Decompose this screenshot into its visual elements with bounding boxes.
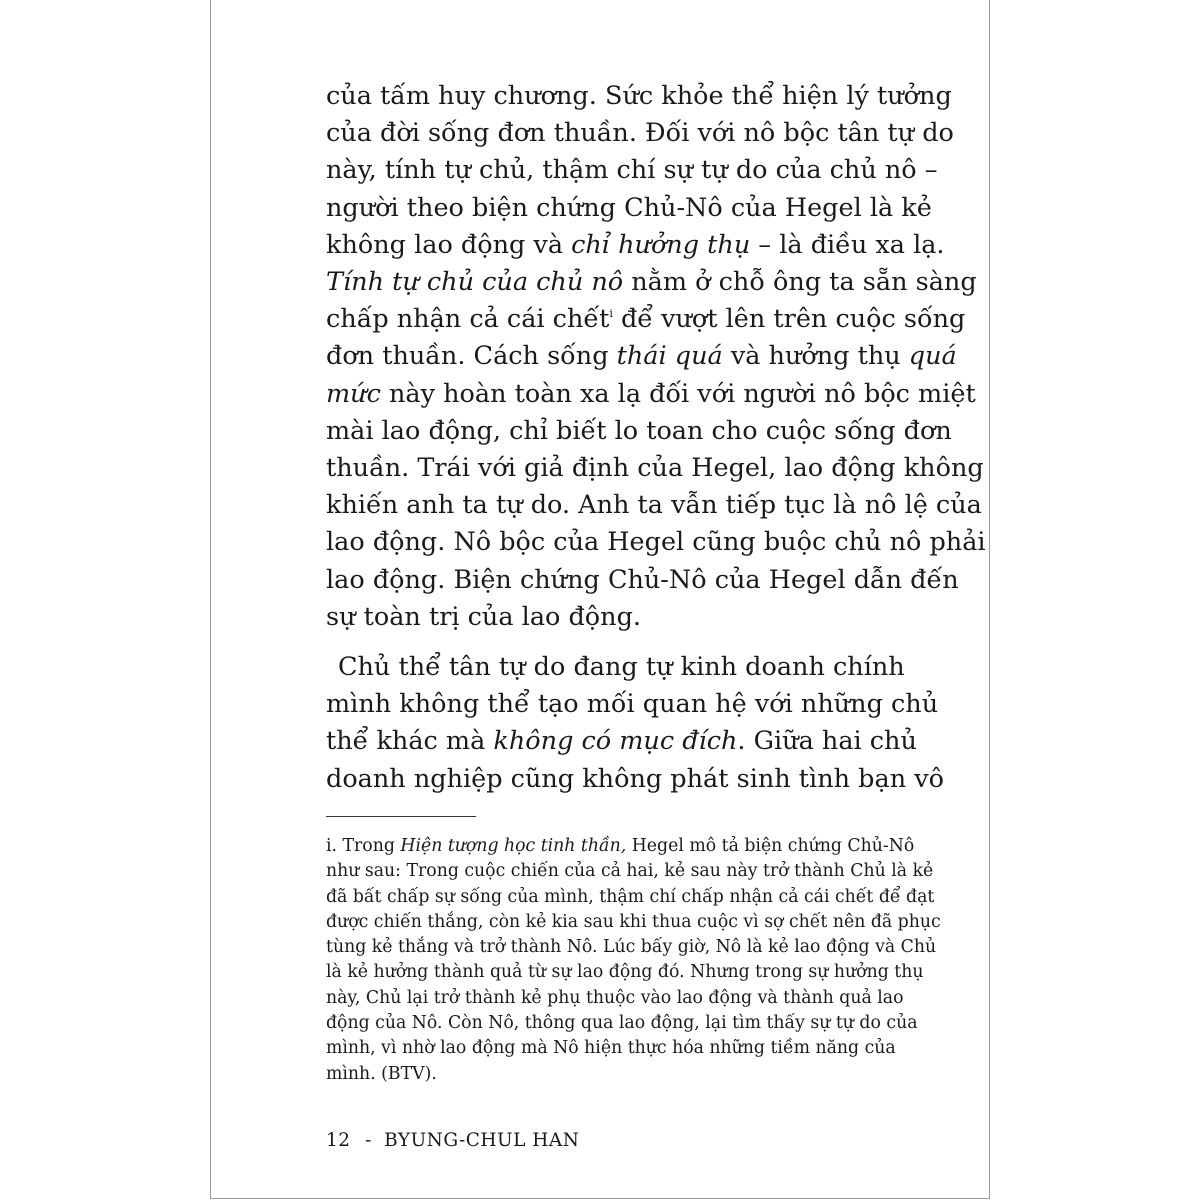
paragraph [326,649,944,798]
text-line: chấp nhận cả cái chết$^i$ để vượt lên trên cuộc sống [326,304,966,335]
text-line: đơn thuần. Cách sống thái quá và hưởng thụ quá [326,341,957,372]
text-line: mình không thể tạo mối quan hệ với những chủ [326,689,939,720]
footnote-line: được chiến thắng, còn kẻ kia sau khi thua cuộc vì sợ chết nên đã phục [326,911,941,932]
author-name: BYUNG-CHUL HAN [384,1130,580,1151]
body-text [326,78,986,798]
footnote-marker: i [609,307,613,321]
paragraph [326,78,986,636]
book-page [210,0,990,1199]
footnote [326,834,941,1087]
footnote-line: động của Nô. Còn Nô, thông qua lao động, lại tìm thấy sự tự do của [326,1013,918,1034]
footnote-line: i. Trong Hiện tượng học tinh thần, Hegel mô tả biện chứng Chủ-Nô [326,836,915,856]
text-line: lao động. Nô bộc của Hegel cũng buộc chủ nô phải [326,527,986,558]
text-line: mài lao động, chỉ biết lo toan cho cuộc sống đơn [326,415,952,446]
text-line: của đời sống đơn thuần. Đối với nô bộc tân tự do [326,118,954,149]
footnote-line: đã bất chấp sự sống của mình, thậm chí chấp nhận cả cái chết để đạt [326,886,935,907]
text-line: sự toàn trị của lao động. [326,601,642,632]
footnote-line: này, Chủ lại trở thành kẻ phụ thuộc vào lao động và thành quả lao [326,987,904,1008]
page-number: 12 [326,1130,351,1151]
text-line: mức này hoàn toàn xa lạ đối với người nô bộc miệt [326,378,976,409]
text-line: doanh nghiệp cũng không phát sinh tình bạn vô [326,763,944,794]
page-footer [326,1130,579,1151]
footnote-line: là kẻ hưởng thành quả từ sự lao động đó. Nhưng trong sự hưởng thụ [326,962,924,983]
text-line: thể khác mà không có mục đích. Giữa hai chủ [326,726,917,757]
text-line: người theo biện chứng Chủ-Nô của Hegel là kẻ [326,192,932,223]
folio-separator: - [364,1130,372,1151]
text-line: của tấm huy chương. Sức khỏe thể hiện lý tưởng [326,81,952,111]
text-line: Tính tự chủ của chủ nô nằm ở chỗ ông ta sẵn sàng [326,267,977,298]
text-line: Chủ thể tân tự do đang tự kinh doanh chính [338,652,905,683]
text-line: này, tính tự chủ, thậm chí sự tự do của chủ nô – [326,155,938,186]
text-line: không lao động và chỉ hưởng thụ – là điều xa lạ. [326,229,945,260]
footnote-line: tùng kẻ thắng và trở thành Nô. Lúc bấy giờ, Nô là kẻ lao động và Chủ [326,937,937,958]
footnote-line: mình, vì nhờ lao động mà Nô hiện thực hóa những tiềm năng của [326,1038,896,1059]
footnote-line: như sau: Trong cuộc chiến của cả hai, kẻ sau này trở thành Chủ là kẻ [326,861,934,882]
text-line: thuần. Trái với giả định của Hegel, lao động không [326,453,984,484]
text-line: lao động. Biện chứng Chủ-Nô của Hegel dẫn đến [326,564,959,595]
text-line: khiến anh ta tự do. Anh ta vẫn tiếp tục là nô lệ của [326,490,982,521]
footnote-divider [326,816,476,817]
footnote-line: mình. (BTV). [326,1063,437,1084]
